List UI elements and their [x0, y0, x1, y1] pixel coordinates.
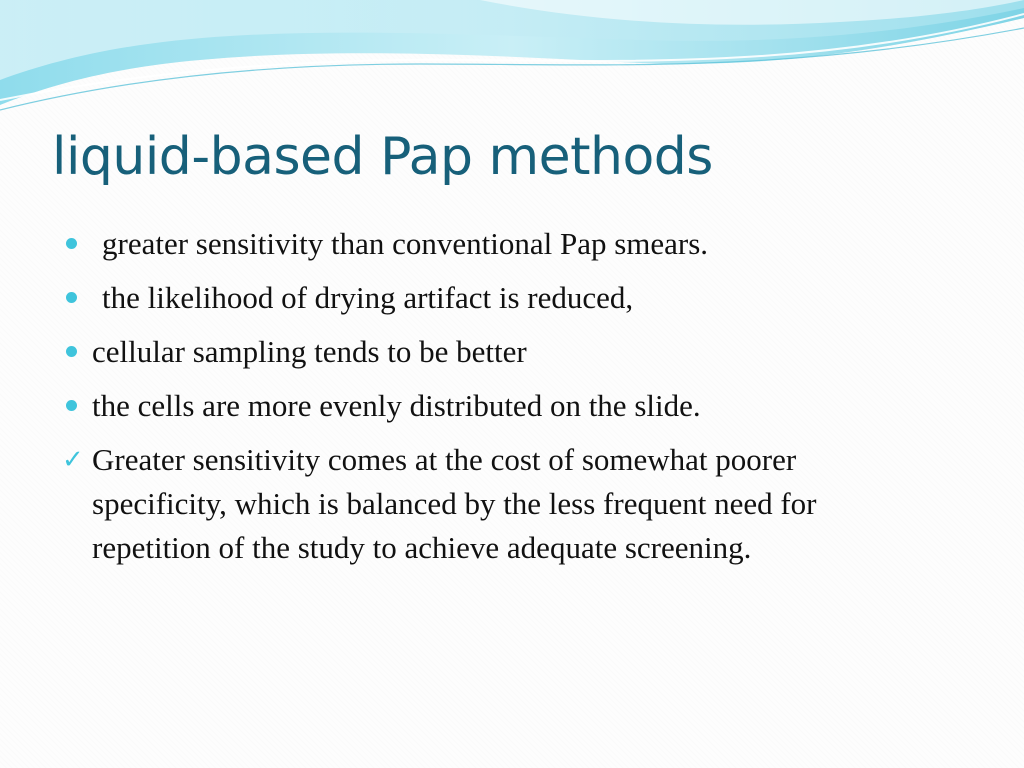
- list-item: [0, 384, 1024, 428]
- list-item: [0, 438, 1024, 570]
- bullet-text: Greater sensitivity comes at the cost of somewhat poorer specificity, which is balanced by the less frequent need for repetition of the study to achieve adequate screening.: [92, 442, 817, 565]
- list-item: [0, 222, 1024, 266]
- bullet-text: the cells are more evenly distributed on the slide.: [92, 388, 701, 423]
- bullet-list: [0, 222, 1024, 580]
- checkmark-icon: ✓: [62, 445, 84, 475]
- bullet-text: greater sensitivity than conventional Pap smears.: [102, 226, 709, 261]
- list-item: [0, 330, 1024, 374]
- dot-icon: [66, 346, 77, 357]
- slide-title: liquid-based Pap methods: [52, 127, 713, 187]
- dot-icon: [66, 238, 77, 249]
- dot-icon: [66, 400, 77, 411]
- bullet-text: the likelihood of drying artifact is reduced,: [102, 280, 634, 315]
- list-item: [0, 276, 1024, 320]
- decorative-wave-header: [0, 0, 1024, 120]
- dot-icon: [66, 292, 77, 303]
- bullet-text: cellular sampling tends to be better: [92, 334, 527, 369]
